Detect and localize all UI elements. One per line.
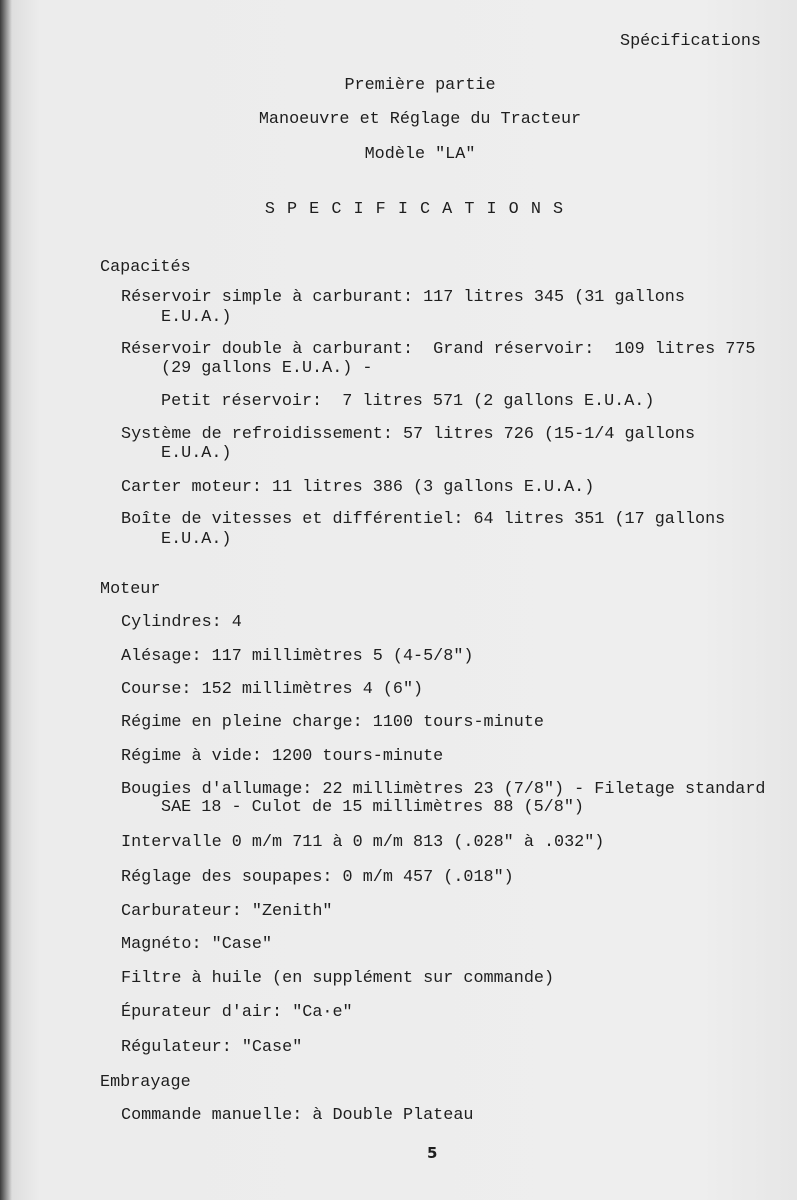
spec-line: Carter moteur: 11 litres 386 (3 gallons E.U.A.): [121, 478, 595, 497]
spec-line: Cylindres: 4: [121, 613, 242, 632]
spec-line-continuation: E.U.A.): [161, 530, 232, 549]
spec-line: Course: 152 millimètres 4 (6"): [121, 680, 424, 699]
spec-line: Système de refroidissement: 57 litres 726 (15-1/4 gallons: [121, 425, 696, 444]
spec-line-continuation: E.U.A.): [161, 308, 232, 327]
section-heading-embrayage: Embrayage: [100, 1073, 191, 1092]
main-heading: SPECIFICATIONS: [264, 200, 576, 219]
part-title: Première partie: [344, 76, 496, 95]
spec-line-continuation: (29 gallons E.U.A.) -: [161, 359, 373, 378]
document-subtitle: Manoeuvre et Réglage du Tracteur: [258, 110, 582, 129]
spec-line: Régulateur: "Case": [121, 1038, 303, 1057]
spec-line: Alésage: 117 millimètres 5 (4-5/8"): [121, 647, 474, 666]
section-heading-capacites: Capacités: [100, 258, 191, 277]
spec-line: Boîte de vitesses et différentiel: 64 litres 351 (17 gallons: [121, 510, 726, 529]
spec-line: Intervalle 0 m/m 711 à 0 m/m 813 (.028" à .032"): [121, 833, 605, 852]
spec-line-continuation: E.U.A.): [161, 444, 232, 463]
spec-line: Réservoir double à carburant: Grand réservoir: 109 litres 775: [121, 340, 756, 359]
spec-line: Réglage des soupapes: 0 m/m 457 (.018"): [121, 868, 514, 887]
spec-line: Bougies d'allumage: 22 millimètres 23 (7/8") - Filetage standard: [121, 780, 766, 799]
spec-line: Régime à vide: 1200 tours-minute: [121, 747, 444, 766]
spec-line: Commande manuelle: à Double Plateau: [121, 1106, 474, 1125]
spec-line: Régime en pleine charge: 1100 tours-minute: [121, 713, 544, 732]
spec-line: Épurateur d'air: "Ca·e": [121, 1003, 353, 1022]
spec-line: Réservoir simple à carburant: 117 litres 345 (31 gallons: [121, 288, 685, 307]
spec-line: Petit réservoir: 7 litres 571 (2 gallons E.U.A.): [161, 392, 655, 411]
page-number: 5: [427, 1144, 438, 1162]
spec-line: Magnéto: "Case": [121, 935, 273, 954]
running-header: Spécifications: [620, 32, 761, 51]
spec-line: Filtre à huile (en supplément sur commande): [121, 969, 555, 988]
model-title: Modèle "LA": [364, 145, 476, 164]
spec-line-continuation: SAE 18 - Culot de 15 millimètres 88 (5/8"): [161, 798, 584, 817]
spec-line: Carburateur: "Zenith": [121, 902, 333, 921]
section-heading-moteur: Moteur: [100, 580, 161, 599]
